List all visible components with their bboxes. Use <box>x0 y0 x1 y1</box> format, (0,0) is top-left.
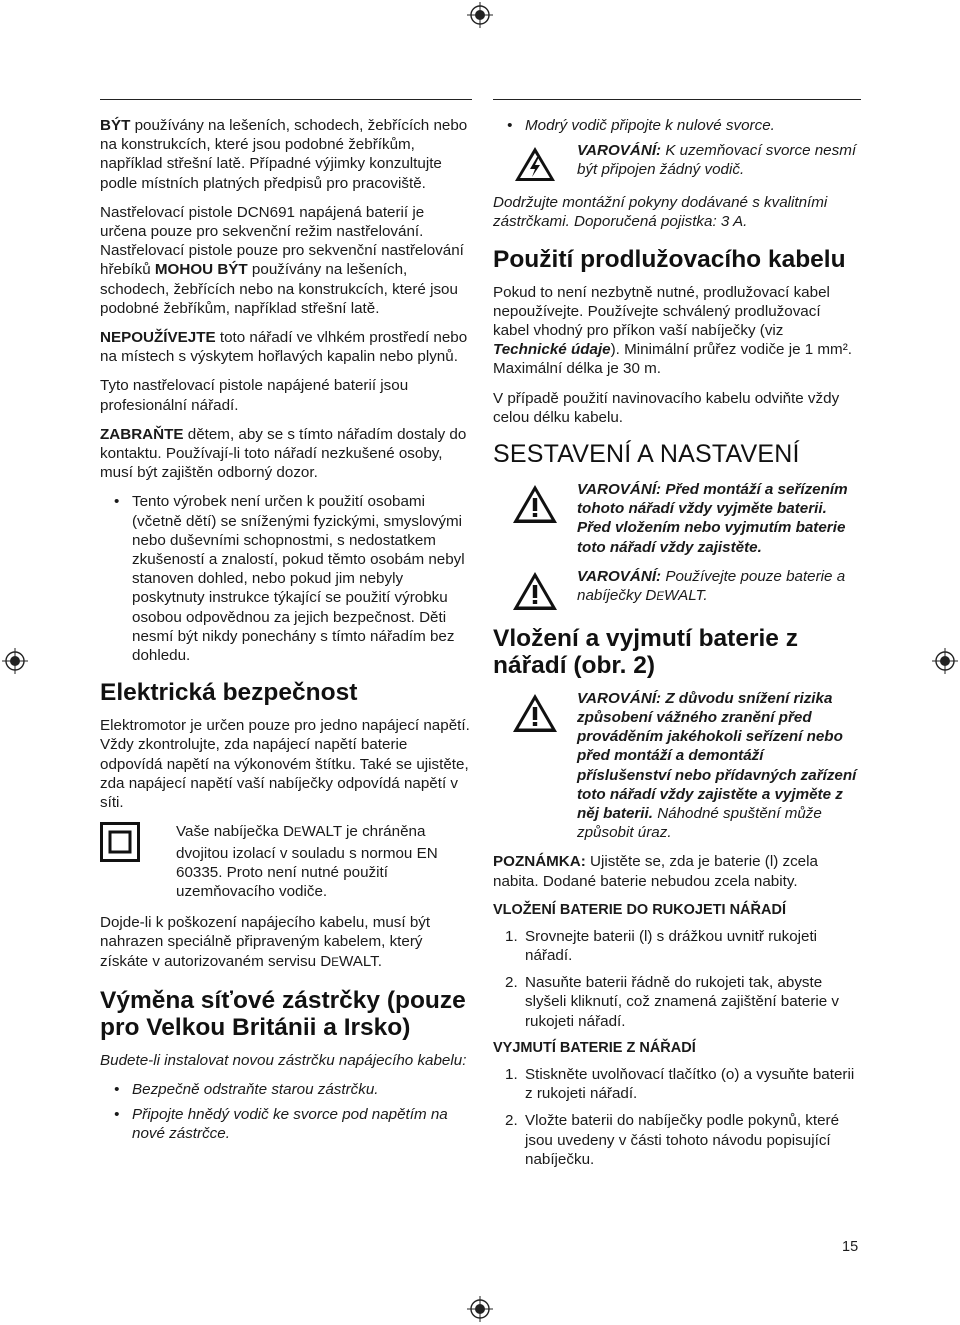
warning-triangle-icon <box>493 480 577 524</box>
paragraph-elektromotor: Elektromotor je určen pouze pro jedno napájecí napětí. Vždy zkontrolujte, zda napájecí napětí baterie odpovídá napětí na výkonovém štítku. Také se ujistěte, zda napájecí napětí vaší nabíječky odpovídá napětí v síti. <box>100 717 470 812</box>
registration-mark-bottom <box>467 1296 493 1322</box>
bullet-icon: • <box>114 1080 120 1098</box>
heading-elektricka-bezpecnost: Elektrická bezpečnost <box>100 679 358 707</box>
list-item: • Připojte hnědý vodič ke svorce pod napětím na nové zástrčce. <box>114 1106 448 1143</box>
paragraph-nepouzivejte: NEPOUŽÍVEJTE toto nářadí ve vlhkém prostředí nebo na místech s výskytem hořlavých kapalin nebo plynů. <box>100 329 468 366</box>
header-rule-right <box>493 99 861 100</box>
list-item: • Bezpečně odstraňte starou zástrčku. <box>114 1080 379 1098</box>
warning-triangle-icon <box>493 567 577 611</box>
bullet-list-children <box>100 492 472 665</box>
right-column <box>493 116 861 1177</box>
list-item: 2. Vložte baterii do nabíječky podle pokynů, které jsou uvedeny v části tohoto návodu popisující nabíječku. <box>505 1112 840 1168</box>
paragraph-dcn691: Nastřelovací pistole DCN691 napájená baterií je určena pouze pro sekvenční režim nastřelování. Nastřelovací pistole pouze pro sekvenční nastřelování hřebíků MOHOU BÝT používány na lešeních, schodech, žebřících nebo na konstrukcích, které jsou podobné žebříkům, například střešní latě. <box>100 203 464 317</box>
warning-ground-terminal <box>493 141 861 183</box>
warning-text: VAROVÁNÍ: Před montáží a seřízením tohoto nářadí vždy vyjměte baterii. Před vložením nebo vyjmutím baterie toto nářadí vždy zajistěte. <box>577 481 848 556</box>
paragraph-navinovaci: V případě použití navinovacího kabelu odviňte vždy celou délku kabelu. <box>493 389 840 426</box>
left-column <box>100 116 472 1154</box>
bullet-list-blue-wire <box>493 116 861 135</box>
warning-triangle-icon <box>493 689 577 733</box>
warning-montaz <box>493 480 861 557</box>
bullet-icon: • <box>507 117 513 134</box>
heading-vyjmuti-baterie: VYJMUTÍ BATERIE Z NÁŘADÍ <box>493 1039 696 1056</box>
registration-mark-right <box>932 648 958 674</box>
registration-mark-top <box>467 2 493 28</box>
warning-text: VAROVÁNÍ: Z důvodu snížení rizika způsobení vážného zranění před prováděním jakéhokoli seřízení nebo před montáží a demontáží příslušenství nebo přídavných zařízení toto nářadí vždy zajistěte a vyjměte z něj baterii. Náhodné spuštění může způsobit úraz. <box>577 689 857 842</box>
heading-vlozeni-baterie: VLOŽENÍ BATERIE DO RUKOJETI NÁŘADÍ <box>493 901 786 918</box>
warning-text: VAROVÁNÍ: K uzemňovací svorce nesmí být připojen žádný vodič. <box>577 142 857 179</box>
list-item: • Modrý vodič připojte k nulové svorce. <box>507 117 775 134</box>
paragraph-prodluzovaci: Pokud to není nezbytně nutné, prodlužovací kabel nepoužívejte. Používejte schválený prodlužovací kabel vhodný pro příkon vaší nabíječky (viz Technické údaje). Minimální průřez vodiče je 1 mm². Maximální délka je 30 m. <box>493 283 852 378</box>
list-item: 2. Nasuňte baterii řádně do rukojeti tak, abyste slyšeli kliknutí, což znamená zajištění baterie v rukojeti nářadí. <box>505 974 840 1030</box>
page-number: 15 <box>842 1239 859 1255</box>
steps-vlozeni <box>493 927 861 1031</box>
bullet-icon: • <box>114 493 120 511</box>
steps-vyjmuti <box>493 1065 861 1169</box>
registration-mark-left <box>2 648 28 674</box>
double-insulation-block <box>100 822 472 901</box>
paragraph-poznamka: POZNÁMKA: Ujistěte se, zda je baterie (l) zcela nabita. Dodané baterie nebudou zcela nabity. <box>493 853 818 890</box>
heading-prodluzovaci-kabel: Použití prodlužovacího kabelu <box>493 245 846 273</box>
paragraph-dodrzujte: Dodržujte montážní pokyny dodávané s kvalitními zástrčkami. Doporučená pojistka: 3 A. <box>493 194 828 231</box>
paragraph-profesionalni: Tyto nastřelovací pistole napájené baterií jsou profesionální nářadí. <box>100 377 409 414</box>
paragraph-intro: BÝT používány na lešeních, schodech, žebřících nebo na konstrukcích, které jsou podobné žebříkům, například střešní latě. Případné výjimky konzultujte podle místních platných předpisů pro pracoviště. <box>100 117 468 192</box>
warning-text: VAROVÁNÍ: Používejte pouze baterie a nabíječky DEWALT. <box>577 567 846 605</box>
list-item: 1. Stiskněte uvolňovací tlačítko (o) a vysuňte baterii z rukojeti nářadí. <box>505 1065 855 1103</box>
list-item: 1. Srovnejte baterii (l) s drážkou uvnitř rukojeti nářadí. <box>505 927 818 965</box>
electric-hazard-icon <box>493 141 577 183</box>
paragraph-budete-li: Budete-li instalovat novou zástrčku napájecího kabelu: <box>100 1051 467 1069</box>
header-rule-left <box>100 99 472 100</box>
list-item: • Tento výrobek není určen k použití osobami (včetně dětí) se sníženými fyzickými, smyslovými nebo duševními schopnostmi, s nedostatkem zkušeností a znalostí, pokud těmto osobám nebyl stanoven dohled, nebo pokud jim nebyly poskytnuty instrukce týkající se použití výrobku osobou odpovědnou za jejich bezpečnost. Děti nesmí být nikdy ponechány s tímto nářadím bez dohledu. <box>114 493 465 665</box>
bullet-list-plug <box>100 1080 472 1144</box>
warning-pouze-baterie <box>493 567 861 611</box>
heading-sestaveni: SESTAVENÍ A NASTAVENÍ <box>493 440 800 469</box>
heading-vlozeni-vyjmuti: Vložení a vyjmutí baterie z nářadí (obr. 2) <box>493 624 798 679</box>
paragraph-dvojita-izolace: Vaše nabíječka DEWALT je chráněna dvojitou izolací v souladu s normou EN 60335. Proto není nutné použití uzemňovacího vodiče. <box>176 823 438 900</box>
double-insulation-icon <box>100 822 176 867</box>
warning-zraneni <box>493 689 861 843</box>
paragraph-poskozeni-kabelu: Dojde-li k poškození napájecího kabelu, musí být nahrazen speciálně připraveným kabelem, který získáte v autorizovaném servisu DEWALT. <box>100 914 431 970</box>
bullet-icon: • <box>114 1106 120 1124</box>
paragraph-zabrante: ZABRAŇTE dětem, aby se s tímto nářadím dostaly do kontaktu. Používají-li toto nářadí nezkušené osoby, musí být zajištěn odborný dozor. <box>100 425 467 482</box>
heading-vymena-zastrcky: Výměna síťové zástrčky (pouze pro Velkou Británii a Irsko) <box>100 986 466 1041</box>
